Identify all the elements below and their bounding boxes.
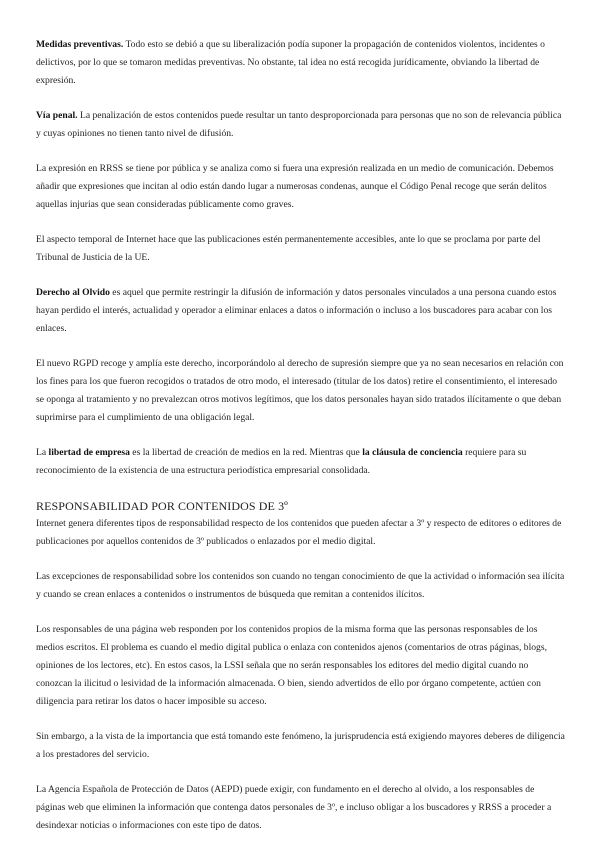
term-medidas-preventivas: Medidas preventivas. <box>36 39 124 50</box>
paragraph-rgpd: El nuevo RGPD recoge y amplía este derecho, incorporándolo al derecho de supresión siempre que ya no sean necesarios en relación con los fines para los que fueron recogidos o tratados de otro modo, el interesado (titular de los datos) retire el consentimiento, el interesado se oponga al tratamiento y no prevalezcan otros motivos legítimos, que los datos personales hayan sido tratados ilícitamente o que deban suprimirse para el cumplimiento de una obligación legal. <box>36 358 564 423</box>
paragraph-libertad-empresa <box>36 444 566 480</box>
paragraph-jurisprudencia: Sin embargo, a la vista de la importancia que está tomando este fenómeno, la jurisprudencia está exigiendo mayores deberes de diligencia a los prestadores del servicio. <box>36 731 565 760</box>
paragraph-text: La penalización de estos contenidos puede resultar un tanto desproporcionada para personas que no son de relevancia pública y cuyas opiniones no tienen tanto nivel de difusión. <box>36 110 562 139</box>
paragraph-aspecto-temporal: El aspecto temporal de Internet hace que las publicaciones estén permanentemente accesibles, ante lo que se proclama por parte del Tribunal de Justicia de la UE. <box>36 234 541 263</box>
document-page <box>36 36 566 852</box>
term-clausula-de-conciencia: la cláusula de conciencia <box>362 447 463 458</box>
paragraph-text: requiere para su reconocimiento de la existencia de una estructura periodística empresarial consolidada. <box>36 447 527 476</box>
section-heading: RESPONSABILIDAD POR CONTENIDOS DE 3º <box>36 499 289 513</box>
paragraph-derecho-olvido <box>36 284 566 338</box>
paragraph-excepciones: Las excepciones de responsabilidad sobre los contenidos son cuando no tengan conocimiento de que la actividad o información sea ilícita y cuando se crean enlaces a contenidos o instrumentos de búsqueda que remitan a contenidos ilícitos. <box>36 571 565 600</box>
paragraph-text: La <box>36 447 49 458</box>
term-via-penal: Vía penal. <box>36 110 78 121</box>
term-derecho-al-olvido: Derecho al Olvido <box>36 287 110 298</box>
paragraph-expresion-rrss: La expresión en RRSS se tiene por pública y se analiza como si fuera una expresión realizada en un medio de comunicación. Debemos añadir que expresiones que incitan al odio están dando lugar a numerosas condenas, aunque el Código Penal recoge que serán delitos aquellas injurias que sean consideradas públicamente como graves. <box>36 163 554 210</box>
paragraph-aepd: La Agencia Española de Protección de Datos (AEPD) puede exigir, con fundamento en el derecho al olvido, a los responsables de páginas web que eliminen la información que contenga datos personales de 3º, e incluso obligar a los buscadores y RRSS a proceder a desindexar noticias o informaciones con este tipo de datos. <box>36 784 552 831</box>
paragraph-medidas-preventivas <box>36 36 566 90</box>
term-libertad-de-empresa: libertad de empresa <box>48 447 130 458</box>
paragraph-via-penal <box>36 107 566 143</box>
paragraph-text: es la libertad de creación de medios en la red. Mientras que <box>129 447 363 458</box>
paragraph-responsables-web: Los responsables de una página web responden por los contenidos propios de la misma forma que las personas responsables de los medios escritos. El problema es cuando el medio digital publica o enlaza con contenidos ajenos (comentarios de otras páginas, blogs, opiniones de los lectores, etc). En estos casos, la LSSI señala que no serán responsables los editores del medio digital cuando no conozcan la ilicitud o lesividad de la información almacenada. O bien, siendo advertidos de ello por órgano competente, actúen con diligencia para retirar los datos o hacer imposible su acceso. <box>36 624 547 707</box>
paragraph-text: Todo esto se debió a que su liberalización podía suponer la propagación de contenidos violentos, incidentes o delictivos, por lo que se tomaron medidas preventivas. No obstante, tal idea no está recogida jurídicamente, obviando la libertad de expresión. <box>36 39 545 86</box>
paragraph-tipos-responsabilidad: Internet genera diferentes tipos de responsabilidad respecto de los contenidos que pueden afectar a 3º y respecto de editores o editores de publicaciones por aquellos contenidos de 3º publicados o enlazados por el medio digital. <box>36 518 562 547</box>
paragraph-text: es aquel que permite restringir la difusión de información y datos personales vinculados a una persona cuando estos hayan perdido el interés, actualidad y operador a eliminar enlaces a datos o información o incluso a los buscadores para acabar con los enlaces. <box>36 287 557 334</box>
